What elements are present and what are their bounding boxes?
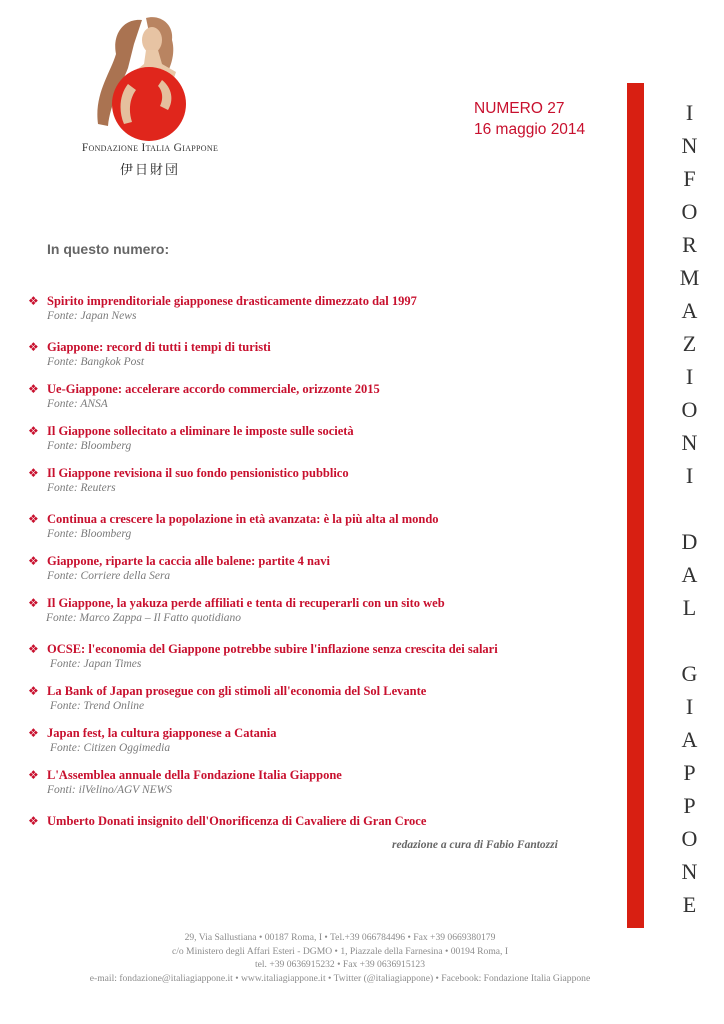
- news-title-link[interactable]: Spirito imprenditoriale giapponese drasticamente dimezzato dal 1997: [47, 294, 417, 308]
- news-source: Fonte: Bangkok Post: [47, 356, 145, 368]
- vertical-letter: A: [681, 562, 699, 587]
- news-source: Fonte: Marco Zappa – Il Fatto quotidiano: [46, 612, 242, 624]
- vertical-letter: A: [681, 298, 699, 323]
- issue-date: 16 maggio 2014: [474, 121, 586, 138]
- vertical-letter: P: [683, 760, 697, 785]
- foundation-logo: [64, 14, 236, 182]
- news-title-link[interactable]: Giappone: record di tutti i tempi di turisti: [47, 340, 271, 354]
- vertical-letter: P: [683, 793, 697, 818]
- news-title-link[interactable]: Japan fest, la cultura giapponese a Catania: [47, 726, 277, 740]
- issue-number: NUMERO 27: [474, 100, 565, 117]
- footer-contacts: [60, 931, 620, 985]
- vertical-letter: D: [681, 529, 699, 554]
- diamond-bullet-icon: ❖: [28, 726, 39, 740]
- news-source: Fonte: Corriere della Sera: [47, 570, 171, 582]
- news-title-link[interactable]: La Bank of Japan prosegue con gli stimoli all'economia del Sol Levante: [47, 684, 427, 698]
- news-title-link[interactable]: OCSE: l'economia del Giappone potrebbe subire l'inflazione senza crescita dei salari: [47, 642, 498, 656]
- vertical-letter: Z: [682, 331, 698, 356]
- news-source: Fonte: ANSA: [47, 398, 108, 410]
- news-title-link[interactable]: L'Assemblea annuale della Fondazione Italia Giappone: [47, 768, 342, 782]
- footer-address: 29, Via Sallustiana • 00187 Roma, I • Tel.+39 066784496 • Fax +39 0669380179: [184, 932, 496, 943]
- vertical-letter: F: [683, 166, 697, 191]
- diamond-bullet-icon: ❖: [28, 512, 39, 526]
- foundation-name: Fondazione Italia Giappone: [81, 142, 219, 154]
- diamond-bullet-icon: ❖: [28, 466, 39, 480]
- news-source: Fonti: ilVelino/AGV NEWS: [47, 784, 172, 796]
- diamond-bullet-icon: ❖: [28, 294, 39, 308]
- news-source: Fonte: Japan Times: [50, 658, 142, 670]
- vertical-letter: L: [682, 595, 698, 620]
- news-title-link[interactable]: Il Giappone, la yakuza perde affiliati e tenta di recuperarli con un sito web: [47, 596, 445, 610]
- vertical-letter: N: [681, 859, 699, 884]
- editor-credit: redazione a cura di Fabio Fantozzi: [392, 839, 558, 851]
- diamond-bullet-icon: ❖: [28, 340, 39, 354]
- news-title-link[interactable]: Umberto Donati insignito dell'Onorificenza di Cavaliere di Gran Croce: [47, 814, 427, 828]
- news-source: Fonte: Citizen Oggimedia: [50, 742, 171, 754]
- section-heading: In questo numero:: [47, 241, 170, 257]
- footer-ministry-address: c/o Ministero degli Affari Esteri - DGMO • 1, Piazzale della Farnesina • 00194 Roma, I: [171, 945, 509, 957]
- news-source: Fonte: Bloomberg: [47, 528, 132, 540]
- vertical-title: [660, 96, 720, 921]
- vertical-letter: I: [685, 694, 695, 719]
- news-title-link[interactable]: Ue-Giappone: accelerare accordo commerciale, orizzonte 2015: [47, 382, 380, 396]
- vertical-letter: E: [682, 892, 698, 917]
- vertical-letter: O: [681, 826, 699, 851]
- footer-web-links[interactable]: e-mail: fondazione@italiagiappone.it • www.italiagiappone.it • Twitter (@italiagiappone) • Facebook: Fondazione Italia Giappone: [89, 972, 591, 984]
- vertical-letter: A: [681, 727, 699, 752]
- foundation-name-jp: 伊日財団: [119, 163, 180, 178]
- news-source: Fonte: Bloomberg: [47, 440, 132, 452]
- vertical-letter: M: [679, 265, 701, 290]
- diamond-bullet-icon: ❖: [28, 554, 39, 568]
- diamond-bullet-icon: ❖: [28, 382, 39, 396]
- vertical-letter: [660, 624, 720, 657]
- vertical-letter: I: [685, 100, 695, 125]
- red-vertical-bar: [627, 83, 644, 928]
- diamond-bullet-icon: ❖: [28, 768, 39, 782]
- news-title-link[interactable]: Giappone, riparte la caccia alle balene: partite 4 navi: [47, 554, 330, 568]
- vertical-letter: O: [681, 199, 699, 224]
- venus-logo-icon: [64, 14, 236, 144]
- news-source: Fonte: Japan News: [47, 310, 137, 322]
- diamond-bullet-icon: ❖: [28, 814, 39, 828]
- vertical-letter: I: [685, 463, 695, 488]
- news-title-link[interactable]: Il Giappone revisiona il suo fondo pensionistico pubblico: [47, 466, 349, 480]
- diamond-bullet-icon: ❖: [28, 642, 39, 656]
- diamond-bullet-icon: ❖: [28, 684, 39, 698]
- vertical-letter: O: [681, 397, 699, 422]
- news-title-link[interactable]: Continua a crescere la popolazione in età avanzata: è la più alta al mondo: [47, 512, 439, 526]
- vertical-letter: R: [682, 232, 698, 257]
- news-source: Fonte: Reuters: [47, 482, 116, 494]
- vertical-letter: G: [681, 661, 699, 686]
- vertical-letter: N: [681, 133, 699, 158]
- vertical-letter: N: [681, 430, 699, 455]
- issue-header: [474, 98, 585, 140]
- news-title-link[interactable]: Il Giappone sollecitato a eliminare le imposte sulle società: [47, 424, 354, 438]
- diamond-bullet-icon: ❖: [28, 424, 39, 438]
- footer-phone: tel. +39 0636915232 • Fax +39 0636915123: [254, 959, 426, 970]
- vertical-letter: I: [685, 364, 695, 389]
- diamond-bullet-icon: ❖: [28, 596, 39, 610]
- vertical-letter: [660, 492, 720, 525]
- news-source: Fonte: Trend Online: [50, 700, 145, 712]
